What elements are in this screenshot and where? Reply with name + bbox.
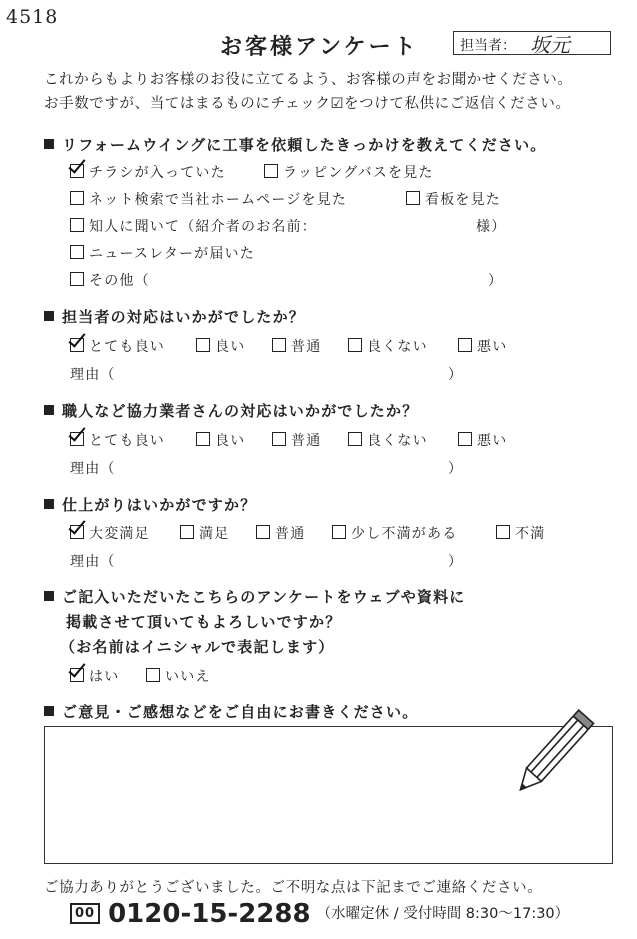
q1-option-signboard[interactable]: 看板を見た — [406, 189, 501, 209]
question-1: リフォームウイングに工事を依頼したきっかけを教えてください。 — [44, 134, 547, 155]
q3-option-not-good[interactable]: 良くない — [348, 430, 428, 450]
question-5-line-3: （お名前はイニシャルで表記します） — [60, 638, 335, 656]
checkbox[interactable] — [70, 338, 84, 352]
checkbox[interactable] — [70, 432, 84, 446]
checkbox[interactable] — [272, 432, 286, 446]
staff-label: 担当者： — [460, 38, 516, 54]
bullet-square-icon — [44, 139, 54, 149]
bullet-square-icon — [44, 591, 54, 601]
q4-option-average[interactable]: 普通 — [256, 523, 305, 543]
freedial-icon: 00 — [70, 903, 100, 924]
checkbox[interactable] — [70, 218, 84, 232]
document-id: 4518 — [6, 6, 59, 28]
referral-suffix: 様） — [476, 219, 507, 235]
q3-option-very-good[interactable]: とても良い — [70, 430, 165, 450]
q1-option-web[interactable]: ネット検索で当社ホームページを見た — [70, 189, 347, 209]
question-6: ご意見・ご感想などをご自由にお書きください。 — [44, 701, 418, 722]
question-3: 職人など協力業者さんの対応はいかがでしたか？ — [44, 400, 418, 421]
checkbox[interactable] — [70, 272, 84, 286]
checkbox[interactable] — [332, 525, 346, 539]
q1-option-flyer[interactable]: チラシが入っていた — [70, 162, 226, 182]
checkbox[interactable] — [348, 338, 362, 352]
q2-reason-label: 理由（ — [70, 367, 116, 383]
q2-option-average[interactable]: 普通 — [272, 336, 321, 356]
q1-option-newsletter[interactable]: ニュースレターが届いた — [70, 243, 255, 263]
bullet-square-icon — [44, 499, 54, 509]
q4-option-slightly-dissatisfied[interactable]: 少し不満がある — [332, 523, 457, 543]
phone-number: 0120-15-2288 — [108, 899, 311, 929]
question-5-line-1: ご記入いただいたこちらのアンケートをウェブや資料に — [44, 586, 466, 607]
checkbox[interactable] — [496, 525, 510, 539]
q3-close-paren: ） — [448, 461, 464, 477]
checkbox[interactable] — [256, 525, 270, 539]
q3-option-bad[interactable]: 悪い — [458, 430, 507, 450]
q1-option-other[interactable]: その他（ — [70, 270, 150, 290]
staff-field[interactable] — [453, 31, 611, 55]
checkbox[interactable] — [196, 338, 210, 352]
checkbox[interactable] — [70, 525, 84, 539]
q5-option-yes[interactable]: はい — [70, 666, 119, 686]
q3-reason-label: 理由（ — [70, 461, 116, 477]
checkbox[interactable] — [180, 525, 194, 539]
checkbox[interactable] — [458, 432, 472, 446]
q2-close-paren: ） — [448, 367, 464, 383]
checkbox[interactable] — [406, 191, 420, 205]
bullet-square-icon — [44, 706, 54, 716]
thanks-message: ご協力ありがとうございました。ご不明な点は下記までご連絡ください。 — [44, 880, 543, 896]
q4-close-paren: ） — [448, 554, 464, 570]
q3-option-good[interactable]: 良い — [196, 430, 245, 450]
page-title: お客様アンケート — [220, 35, 419, 60]
checkbox[interactable] — [264, 164, 278, 178]
q3-option-average[interactable]: 普通 — [272, 430, 321, 450]
q1-option-referral[interactable]: 知人に聞いて（紹介者のお名前： — [70, 216, 317, 236]
business-hours: （水曜定休 / 受付時間 8:30〜17:30） — [316, 906, 570, 922]
staff-name: 坂元 — [530, 33, 570, 57]
q1-option-bus[interactable]: ラッピングバスを見た — [264, 162, 434, 182]
q1-close-paren: ） — [488, 273, 504, 289]
q4-option-dissatisfied[interactable]: 不満 — [496, 523, 545, 543]
checkbox[interactable] — [272, 338, 286, 352]
checkbox[interactable] — [70, 191, 84, 205]
q2-option-good[interactable]: 良い — [196, 336, 245, 356]
q4-option-very-satisfied[interactable]: 大変満足 — [70, 523, 150, 543]
q2-option-bad[interactable]: 悪い — [458, 336, 507, 356]
checkbox[interactable] — [70, 245, 84, 259]
bullet-square-icon — [44, 405, 54, 415]
q2-option-very-good[interactable]: とても良い — [70, 336, 165, 356]
question-2: 担当者の対応はいかがでしたか？ — [44, 306, 305, 327]
checkbox[interactable] — [348, 432, 362, 446]
checkbox[interactable] — [70, 668, 84, 682]
checkbox[interactable] — [458, 338, 472, 352]
contact-phone — [70, 899, 569, 929]
bullet-square-icon — [44, 311, 54, 321]
q4-reason-label: 理由（ — [70, 554, 116, 570]
q2-option-not-good[interactable]: 良くない — [348, 336, 428, 356]
checkbox[interactable] — [196, 432, 210, 446]
question-4: 仕上がりはいかがですか？ — [44, 494, 256, 515]
intro-line-1: これからもよりお客様のお役に立てるよう、お客様の声をお聞かせください。 — [44, 72, 573, 88]
question-5-line-2: 掲載させて頂いてもよろしいですか？ — [66, 613, 342, 631]
checkbox[interactable] — [146, 668, 160, 682]
intro-line-2: お手数ですが、当てはまるものにチェック☑をつけて私供にご返信ください。 — [44, 96, 571, 112]
q5-option-no[interactable]: いいえ — [146, 666, 211, 686]
q4-option-satisfied[interactable]: 満足 — [180, 523, 229, 543]
pencil-icon — [508, 700, 608, 796]
checkbox[interactable] — [70, 164, 84, 178]
